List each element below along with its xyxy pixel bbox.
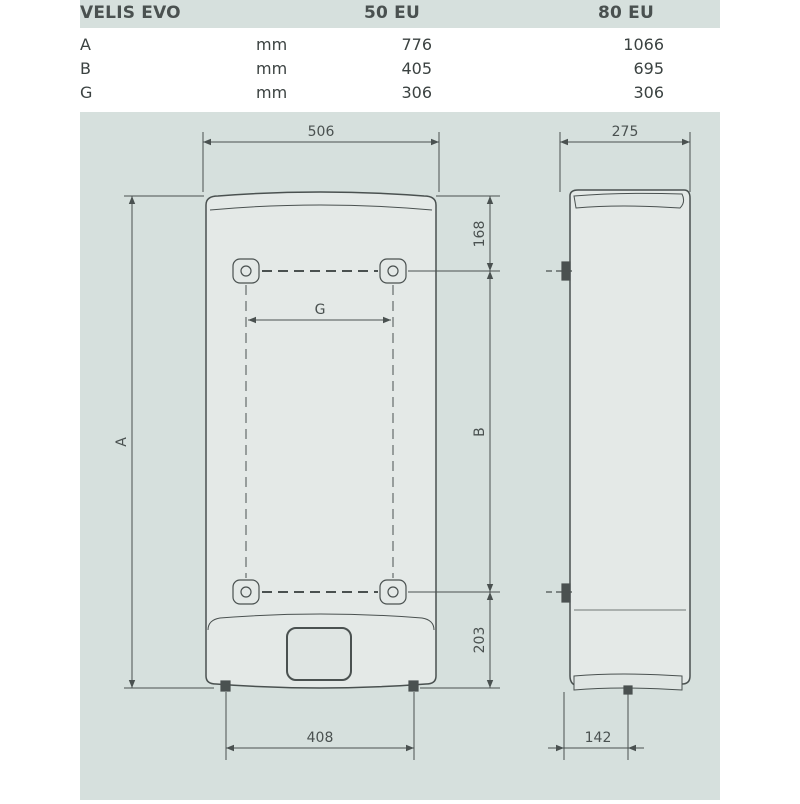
row-value-50: 776 (401, 35, 432, 54)
technical-drawing (80, 112, 720, 800)
pipe-depth-label: 142 (584, 730, 612, 746)
width-label: 506 (307, 124, 335, 140)
display-window (287, 628, 351, 680)
table-row-g (80, 82, 720, 106)
front-view (206, 192, 436, 691)
technical-drawing-panel (80, 112, 720, 800)
side-bracket-bottom (562, 584, 570, 602)
table-row-a (80, 34, 720, 58)
pipe-spacing-label: 408 (306, 730, 334, 746)
row-value-80: 1066 (623, 35, 664, 54)
row-label: A (80, 35, 91, 54)
pipe-right (409, 681, 418, 691)
row-label: B (80, 59, 91, 78)
top-offset-label: 168 (472, 220, 488, 248)
row-label: G (80, 83, 93, 102)
dim-a-label: A (114, 437, 130, 447)
row-unit: mm (256, 35, 288, 54)
row-value-80: 306 (633, 83, 664, 102)
side-pipe (624, 686, 632, 694)
side-view (546, 190, 690, 694)
column-50eu: 50 EU (364, 3, 420, 23)
side-body-outline (570, 190, 690, 686)
column-80eu: 80 EU (598, 3, 654, 23)
row-unit: mm (256, 59, 288, 78)
pipe-left (221, 681, 230, 691)
model-name: VELIS EVO (80, 3, 181, 23)
side-top-cap (574, 193, 684, 208)
row-value-50: 306 (401, 83, 432, 102)
dim-g-label: G (314, 302, 326, 318)
row-value-80: 695 (633, 59, 664, 78)
table-row-b (80, 58, 720, 82)
bottom-offset-label: 203 (472, 626, 488, 654)
row-unit: mm (256, 83, 288, 102)
depth-label: 275 (611, 124, 639, 140)
row-value-50: 405 (401, 59, 432, 78)
table-header (80, 0, 720, 28)
dim-b-label: B (472, 427, 488, 437)
